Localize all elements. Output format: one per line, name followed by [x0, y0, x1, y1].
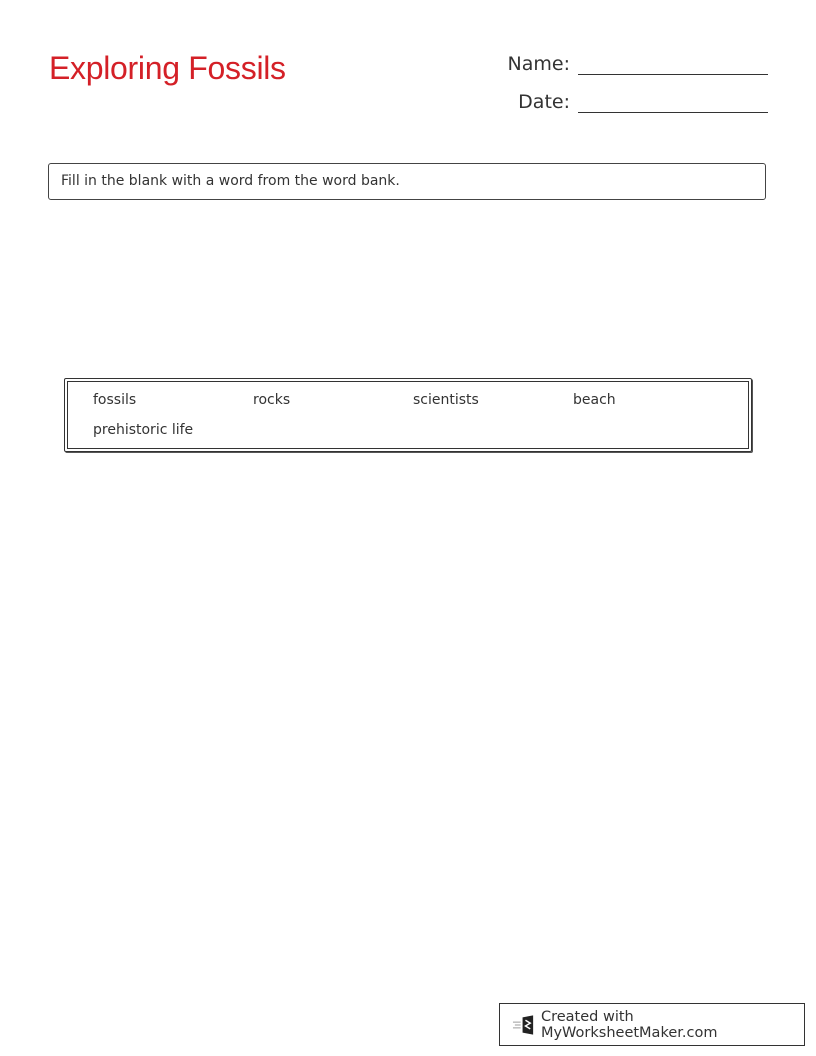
footer-text: Created with MyWorksheetMaker.com [540, 1008, 718, 1041]
word-bank-item: fossils [93, 392, 137, 408]
instructions-box: Fill in the blank with a word from the word bank. [48, 163, 766, 200]
word-bank-item: rocks [253, 392, 291, 408]
worksheet-logo-icon [512, 1014, 537, 1036]
word-bank-item: beach [573, 392, 616, 408]
name-field [508, 52, 768, 75]
footer-credit[interactable] [499, 1003, 805, 1046]
name-label: Name: [507, 53, 570, 75]
date-label: Date: [518, 91, 570, 113]
date-field [518, 90, 768, 113]
page-title: Exploring Fossils [49, 50, 286, 86]
date-blank-line[interactable] [578, 90, 768, 113]
word-bank-item: scientists [413, 392, 479, 408]
word-bank [64, 378, 752, 452]
word-bank-item: prehistoric life [93, 422, 194, 438]
name-blank-line[interactable] [578, 52, 768, 75]
